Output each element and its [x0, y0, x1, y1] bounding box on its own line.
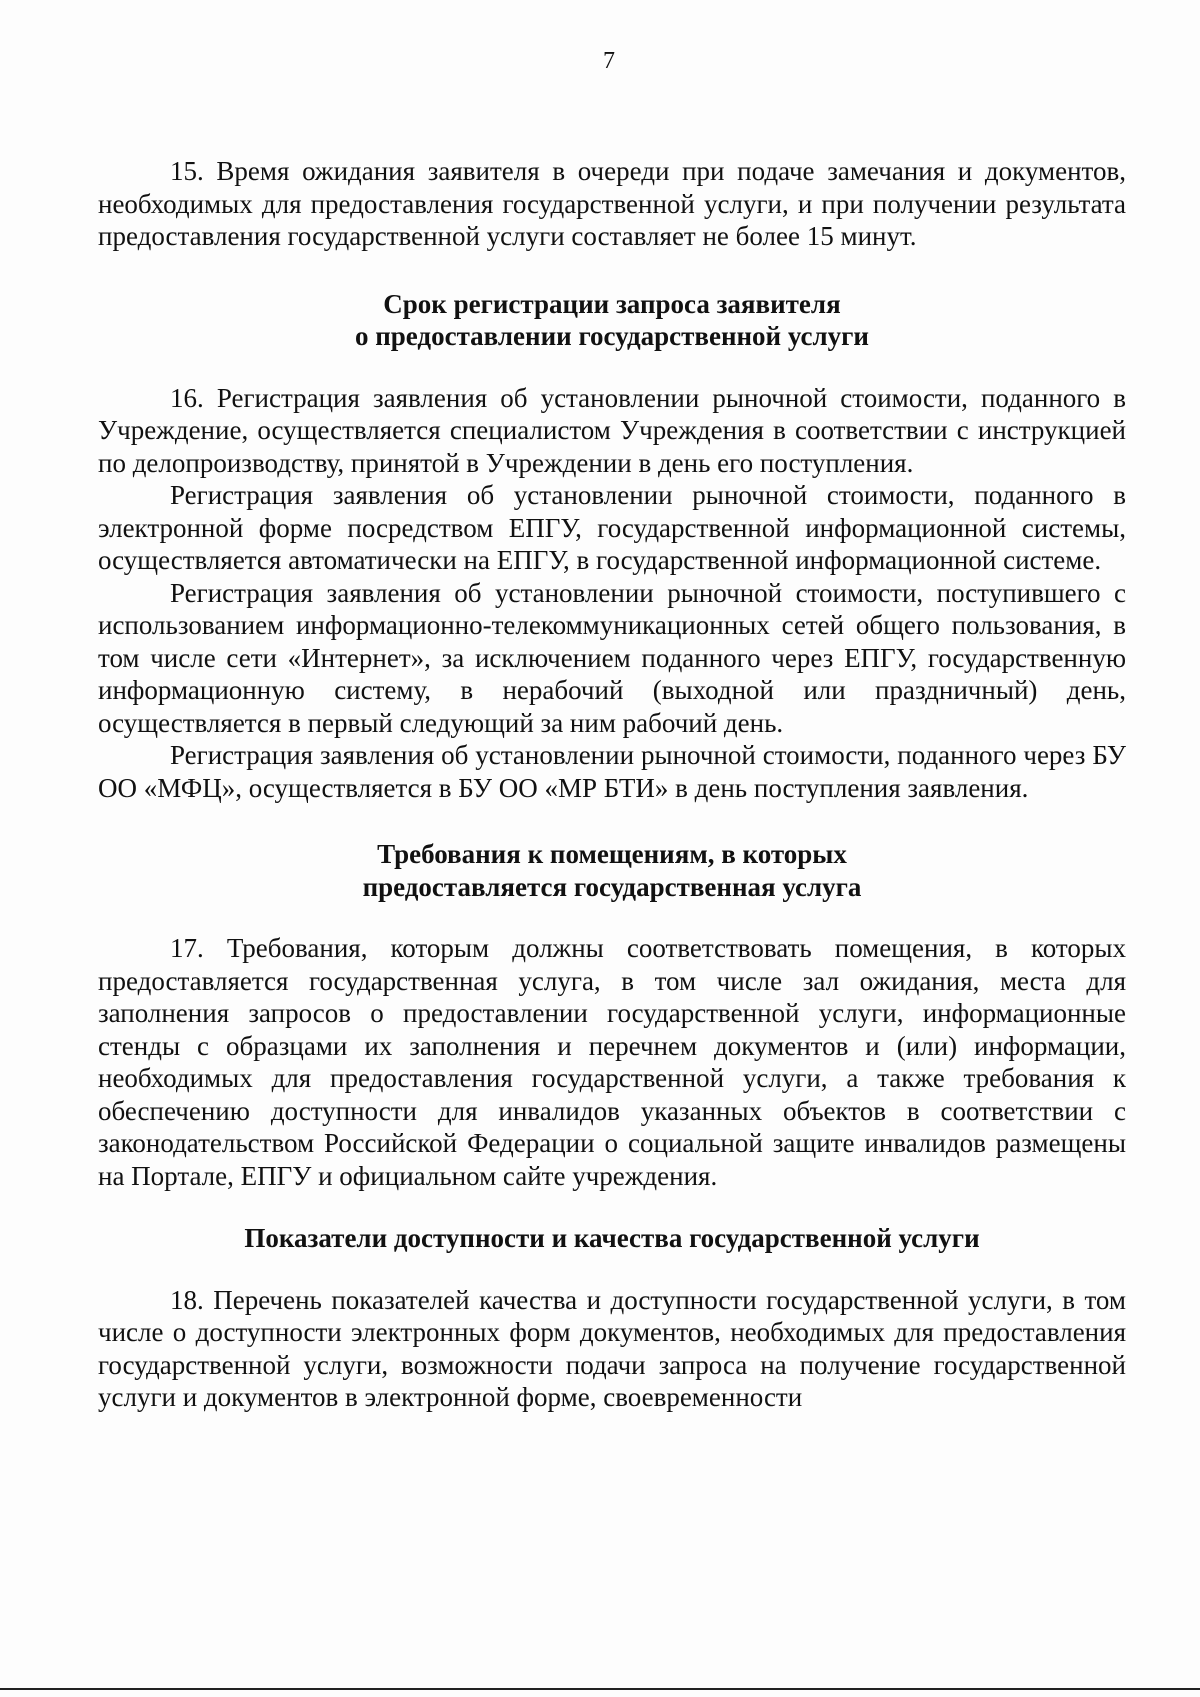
section-heading-line: Требования к помещениям, в которых	[377, 839, 847, 869]
paragraph-16-electronic: Регистрация заявления об установлении рыночной стоимости, поданного в электронной форме посредством ЕПГУ, государственной информационной системы, осуществляется автоматически на ЕПГУ, в государственной информационной системе.	[98, 480, 1126, 575]
paragraph-16-internet: Регистрация заявления об установлении рыночной стоимости, поступившего с использованием информационно-телекоммуникационных сетей общего пользования, в том числе сети «Интернет», за исключением поданного через ЕПГУ, государственную информационную систему, в нерабочий (выходной или праздничный) день, осуществляется в первый следующий за ним рабочий день.	[98, 577, 1126, 738]
section-heading-quality-indicators	[98, 1222, 1126, 1255]
page-bottom-edge-line	[0, 1688, 1200, 1690]
page-number: 7	[603, 48, 615, 74]
paragraph-18: 18. Перечень показателей качества и доступности государственной услуги, в том числе о доступности электронных форм документов, необходимых для предоставления государственной услуги, возможности подачи запроса на получение государственной услуги и документов в электронной форме, своевременности	[98, 1284, 1126, 1412]
section-heading-line: Показатели доступности и качества государственной услуги	[244, 1223, 980, 1253]
paragraph-16-mfc: Регистрация заявления об установлении рыночной стоимости, поданного через БУ ОО «МФЦ», осуществляется в БУ ОО «МР БТИ» в день поступления заявления.	[98, 740, 1126, 803]
section-heading-line: Срок регистрации запроса заявителя	[383, 288, 841, 319]
paragraph-15: 15. Время ожидания заявителя в очереди при подаче замечания и документов, необходимых для предоставления государственной услуги, и при получении результата предоставления государственной услуги составляет не более 15 минут.	[98, 156, 1126, 251]
paragraph-16: 16. Регистрация заявления об установлении рыночной стоимости, поданного в Учреждение, осуществляется специалистом Учреждения в соответствии с инструкцией по делопроизводству, принятой в Учреждении в день его поступления.	[98, 382, 1126, 478]
section-heading-line: предоставляется государственная услуга	[362, 871, 862, 902]
paragraph-17: 17. Требования, которым должны соответствовать помещения, в которых предоставляется государственная услуга, в том числе зал ожидания, места для заполнения запросов о предоставлении государственной услуги, информационные стенды с образцами их заполнения и перечнем документов и (или) информации, необходимых для предоставления государственной услуги, а также требования к обеспечению доступности для инвалидов указанных объектов в соответствии с законодательством Российской Федерации о социальной защите инвалидов размещены на Портале, ЕПГУ и официальном сайте учреждения.	[98, 933, 1126, 1191]
section-heading-line: о предоставлении государственной услуги	[354, 321, 869, 351]
document-body	[98, 155, 1126, 1414]
section-heading-premises	[98, 838, 1126, 903]
section-heading-registration-term	[98, 288, 1126, 353]
